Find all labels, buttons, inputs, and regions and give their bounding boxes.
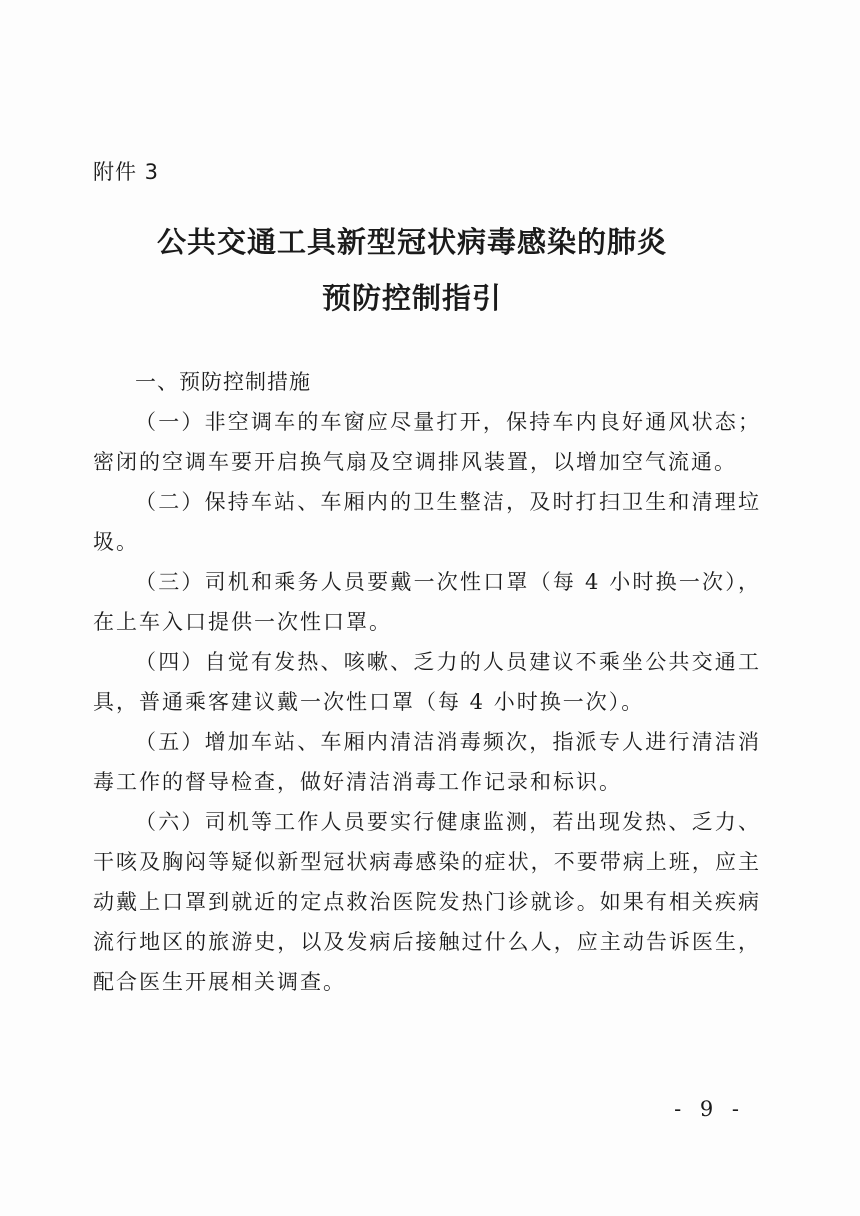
document-body bbox=[93, 362, 761, 1002]
document-title-line-2: 预防控制指引 bbox=[321, 281, 502, 315]
page-number: - 9 - bbox=[674, 1097, 745, 1121]
paragraph-2: （二）保持车站、车厢内的卫生整洁，及时打扫卫生和清理垃圾。 bbox=[93, 490, 761, 554]
paragraph-6: （六）司机等工作人员要实行健康监测，若出现发热、乏力、干咳及胸闷等疑似新型冠状病毒感染的症状，不要带病上班，应主动戴上口罩到就近的定点救治医院发热门诊就诊。如果有相关疾病流行地区的旅游史，以及发病后接触过什么人，应主动告诉医生，配合医生开展相关调查。 bbox=[93, 810, 761, 994]
attachment-label: 附件 3 bbox=[93, 160, 160, 184]
paragraph-5: （五）增加车站、车厢内清洁消毒频次，指派专人进行清洁消毒工作的督导检查，做好清洁消毒工作记录和标识。 bbox=[93, 730, 761, 794]
document-title-line-1: 公共交通工具新型冠状病毒感染的肺炎 bbox=[156, 225, 667, 259]
paragraph-1: （一）非空调车的车窗应尽量打开，保持车内良好通风状态；密闭的空调车要开启换气扇及空调排风装置，以增加空气流通。 bbox=[93, 410, 761, 474]
paragraph-4: （四）自觉有发热、咳嗽、乏力的人员建议不乘坐公共交通工具，普通乘客建议戴一次性口罩（每 4 小时换一次）。 bbox=[93, 650, 761, 714]
section-heading: 一、预防控制措施 bbox=[135, 370, 311, 394]
paragraph-3: （三）司机和乘务人员要戴一次性口罩（每 4 小时换一次），在上车入口提供一次性口罩。 bbox=[93, 570, 761, 634]
